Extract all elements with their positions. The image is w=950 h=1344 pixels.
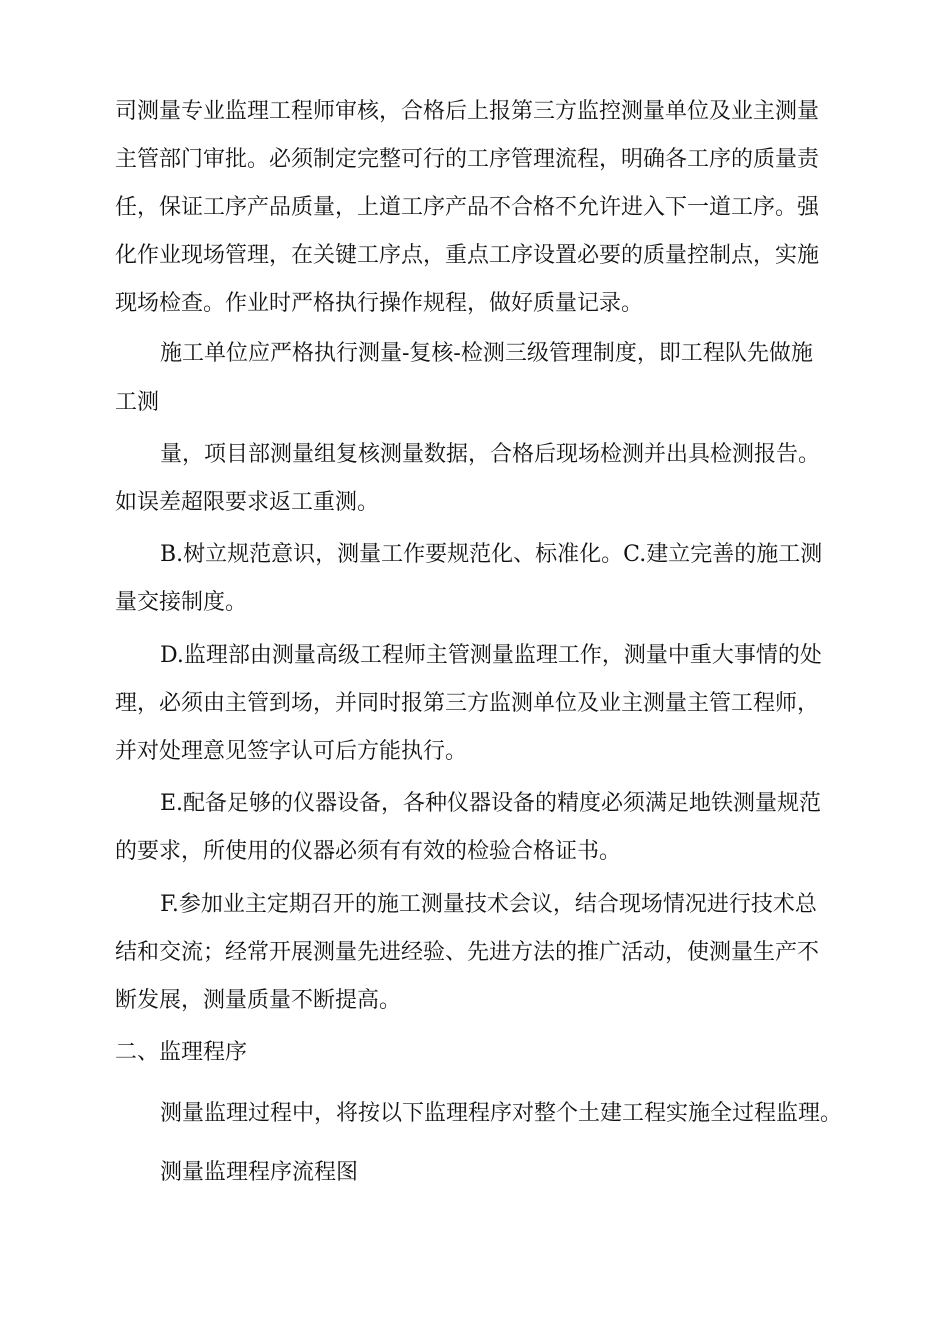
paragraph-line: 并对处理意见签字认可后方能执行。: [115, 739, 468, 764]
paragraph-line: 主管部门审批。必须制定完整可行的工序管理流程，明确各工序的质量责: [115, 147, 820, 172]
paragraph-line: 量交接制度。: [115, 590, 248, 615]
paragraph-line: 的要求，所使用的仪器必须有有效的检验合格证书。: [115, 839, 622, 864]
paragraph-line: 化作业现场管理，在关键工序点，重点工序设置必要的质量控制点，实施: [115, 243, 820, 268]
paragraph-line: 任，保证工序产品质量，上道工序产品不合格不允许进入下一道工序。强: [115, 195, 820, 220]
paragraph-line: B.树立规范意识，测量工作要规范化、标准化。C.建立完善的施工测: [160, 542, 823, 567]
paragraph-line: 结和交流；经常开展测量先进经验、先进方法的推广活动，使测量生产不: [115, 940, 820, 965]
paragraph-line: 断发展，测量质量不断提高。: [115, 988, 402, 1013]
paragraph-line: 如误差超限要求返工重测。: [115, 490, 380, 515]
paragraph-line: 现场检查。作业时严格执行操作规程，做好质量记录。: [115, 291, 644, 316]
paragraph-line: 量，项目部测量组复核测量数据，合格后现场检测并出具检测报告。: [160, 442, 821, 467]
paragraph-line: E.配备足够的仪器设备，各种仪器设备的精度必须满足地铁测量规范: [160, 791, 822, 816]
paragraph-line: D.监理部由测量高级工程师主管测量监理工作，测量中重大事情的处: [160, 643, 822, 668]
figure-caption: 测量监理程序流程图: [160, 1160, 359, 1185]
paragraph-line: 施工单位应严格执行测量-复核-检测三级管理制度，即工程队先做施: [160, 341, 813, 366]
section-body: 测量监理过程中，将按以下监理程序对整个土建工程实施全过程监理。: [160, 1101, 843, 1126]
paragraph-line: 理，必须由主管到场，并同时报第三方监测单位及业主测量主管工程师，: [115, 691, 820, 716]
paragraph-line: 工测: [115, 390, 160, 415]
paragraph-line: 司测量专业监理工程师审核，合格后上报第三方监控测量单位及业主测量: [115, 99, 820, 124]
paragraph-line: F.参加业主定期召开的施工测量技术会议，结合现场情况进行技术总: [160, 892, 817, 917]
section-heading: 二、监理程序: [115, 1040, 248, 1065]
